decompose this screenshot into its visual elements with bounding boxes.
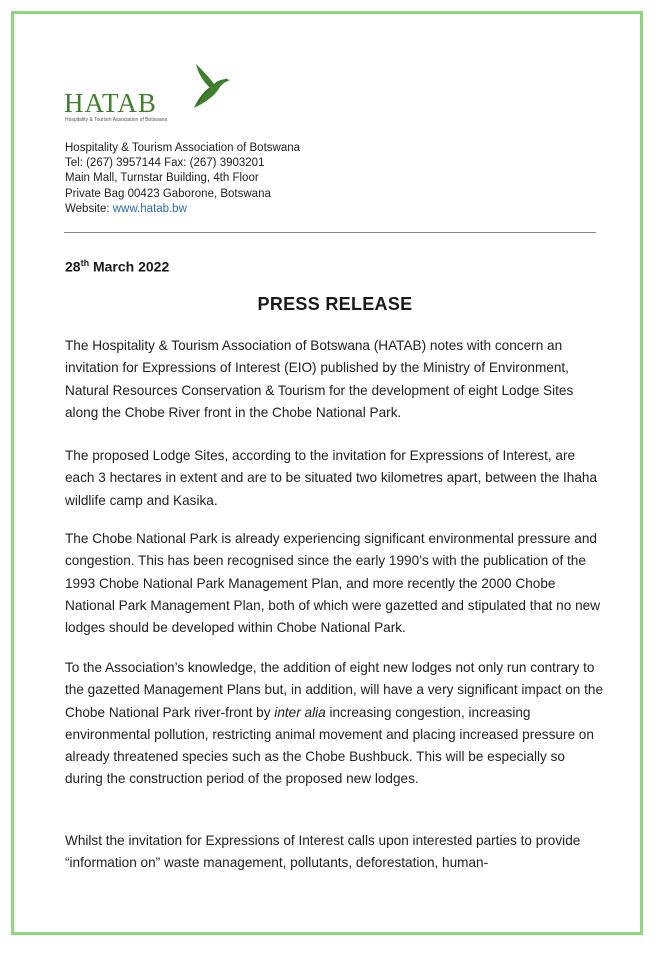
organization-contact — [65, 141, 300, 217]
logo-subtitle: Hospitality & Tourism Association of Botswana — [65, 117, 168, 123]
org-phone: Tel: (267) 3957144 Fax: (267) 3903201 — [65, 157, 265, 170]
document-title: PRESS RELEASE — [257, 294, 413, 314]
org-address-line-1: Main Mall, Turnstar Building, 4th Floor — [65, 172, 259, 185]
paragraph-5: Whilst the invitation for Expressions of Interest calls upon interested parties to provide “information on” waste management, pollutants, deforestation, human- — [65, 833, 581, 871]
date-day: 28 — [65, 258, 81, 275]
header-divider — [64, 232, 596, 233]
org-website-line — [65, 202, 300, 217]
paragraph-3: The Chobe National Park is already experiencing significant environmental pressure and congestion. This has been recognised since the early 1990’s with the publication of the 1993 Chobe National Park Management Plan, and more recently the 2000 Chobe National Park Management Plan, both of which were gazetted and stipulated that no new lodges should be developed within Chobe National Park. — [65, 531, 601, 636]
release-date — [65, 258, 169, 275]
hatab-logo — [64, 62, 234, 122]
date-month-year: March 2022 — [89, 258, 170, 275]
website-label: Website: — [65, 202, 113, 215]
date-suffix: th — [80, 258, 90, 268]
paragraph-4-text-b: increasing congestion, increasing environmental pollution, restricting animal movement and placing increased pressure on already threatened species such as the Chobe Bushbuck. This will be especially so during the construction period of the proposed new lodges. — [65, 704, 594, 787]
paragraph-1: The Hospitality & Tourism Association of Botswana (HATAB) notes with concern an invitation for Expressions of Interest (EIO) published by the Ministry of Environment, Natural Resources Conservation & Tourism for the development of eight Lodge Sites along the Chobe River front in the Chobe National Park. — [65, 338, 574, 420]
paragraph-4-text-a: To the Association’s knowledge, the addition of eight new lodges not only run contrary to the gazetted Management Plans but, in addition, will have a very significant impact on the Chobe National Park river-front by — [65, 660, 604, 720]
paragraph-4-italic: inter alia — [274, 704, 326, 720]
paragraph-4 — [65, 657, 605, 791]
website-link[interactable]: www.hatab.bw — [112, 202, 187, 215]
paragraph-2: The proposed Lodge Sites, according to the invitation for Expressions of Interest, are each 3 hectares in extent and are to be situated two kilometres apart, between the Ihaha wildlife camp and Kasika. — [65, 448, 598, 508]
bird-icon — [174, 62, 232, 114]
org-name: Hospitality & Tourism Association of Botswana — [65, 142, 301, 154]
org-address-line-2: Private Bag 00423 Gaborone, Botswana — [65, 187, 271, 200]
logo-wordmark: HATAB — [64, 88, 157, 118]
